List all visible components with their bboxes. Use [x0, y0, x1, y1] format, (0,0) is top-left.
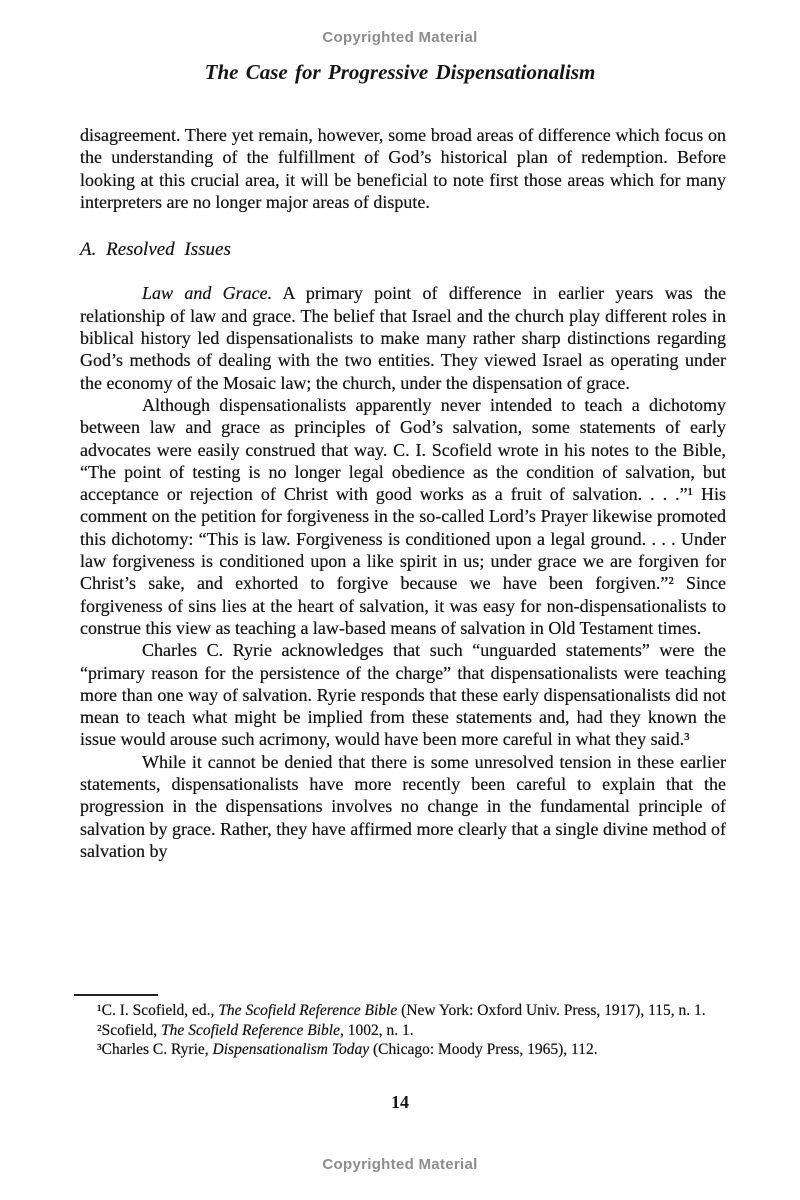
paragraph-5: While it cannot be denied that there is some unresolved tension in these earlier statements, dispensationalists have more recently been careful to explain that the progression in the dispensations involves no change in the fundamental principle of salvation by grace. Rather, they have affirmed more clearly that a single divine method of salvation by [80, 751, 726, 861]
paragraph-1: disagreement. There yet remain, however, some broad areas of difference which focus on the understanding of the fulfillment of God’s historical plan of redemption. Before looking at this crucial area, it will be beneficial to note first those areas which for many interpreters are no longer major areas of dispute. [80, 125, 726, 212]
footnote-1-prefix: ¹C. I. Scofield, ed., [97, 1002, 219, 1019]
footnote-1-book-title: The Scofield Reference Bible [218, 1002, 398, 1019]
body-text-column [80, 124, 726, 862]
footnote-3-prefix: ³Charles C. Ryrie, [97, 1041, 213, 1058]
footnote-2-prefix: ²Scofield, [97, 1021, 162, 1039]
copyright-notice-bottom: Copyrighted Material [322, 1156, 478, 1173]
footnotes-block [80, 1001, 728, 1060]
page-number: 14 [391, 1092, 409, 1112]
paragraph-2 [80, 282, 726, 393]
paragraph-4: Charles C. Ryrie acknowledges that such “unguarded statements” were the “primary reason for the persistence of the charge” that dispensationalists were teaching more than one way of salvation. Ryrie responds that these early dispensationalists did not mean to teach what might be implied from these statements and, had they known the issue would arouse such acrimony, would have been more careful in what they said.³ [80, 640, 726, 750]
footnote-3-book-title: Dispensationalism Today [212, 1041, 370, 1058]
running-title: The Case for Progressive Dispensationalism [204, 60, 596, 84]
footnote-3-suffix: (Chicago: Moody Press, 1965), 112. [369, 1041, 598, 1058]
footnote-2 [80, 1021, 728, 1041]
footnote-2-suffix: , 1002, n. 1. [339, 1021, 414, 1039]
footnote-3 [80, 1040, 728, 1060]
copyright-notice-top: Copyrighted Material [322, 29, 478, 46]
footnote-1 [80, 1001, 728, 1021]
footnote-separator-rule [74, 994, 158, 996]
paragraph-3: Although dispensationalists apparently never intended to teach a dichotomy between law and grace as principles of God’s salvation, some statements of early advocates were easily construed that way. C. I. Scofield wrote in his notes to the Bible, “The point of testing is no longer legal obedience as the condition of salvation, but acceptance or rejection of Christ with good works as a fruit of salvation. . . .”¹ His comment on the petition for forgiveness in the so-called Lord’s Prayer likewise promoted this dichotomy: “This is law. Forgiveness is conditioned upon a legal ground. . . . Under law forgiveness is conditioned upon a like spirit in us; under grace we are forgiven for Christ’s sake, and exhorted to forgive because we have been forgiven.”² Since forgiveness of sins lies at the heart of salvation, it was easy for non-dispensationalists to construe this view as teaching a law-based means of salvation in Old Testament times. [80, 394, 726, 638]
footnote-1-suffix: (New York: Oxford Univ. Press, 1917), 115, n. 1. [397, 1002, 706, 1019]
footnote-2-book-title: The Scofield Reference Bible [161, 1021, 340, 1039]
paragraph-2-text: A primary point of difference in earlier years was the relationship of law and grace. The belief that Israel and the church play different roles in biblical history led dispensationalists to make many rather sharp distinctions regarding God’s methods of dealing with the two entities. They viewed Israel as operating under the economy of the Mosaic law; the church, under the dispensation of grace. [80, 283, 727, 393]
paragraph-2-lead-italic: Law and Grace. [142, 283, 273, 304]
section-heading-resolved-issues: A. Resolved Issues [80, 239, 231, 261]
